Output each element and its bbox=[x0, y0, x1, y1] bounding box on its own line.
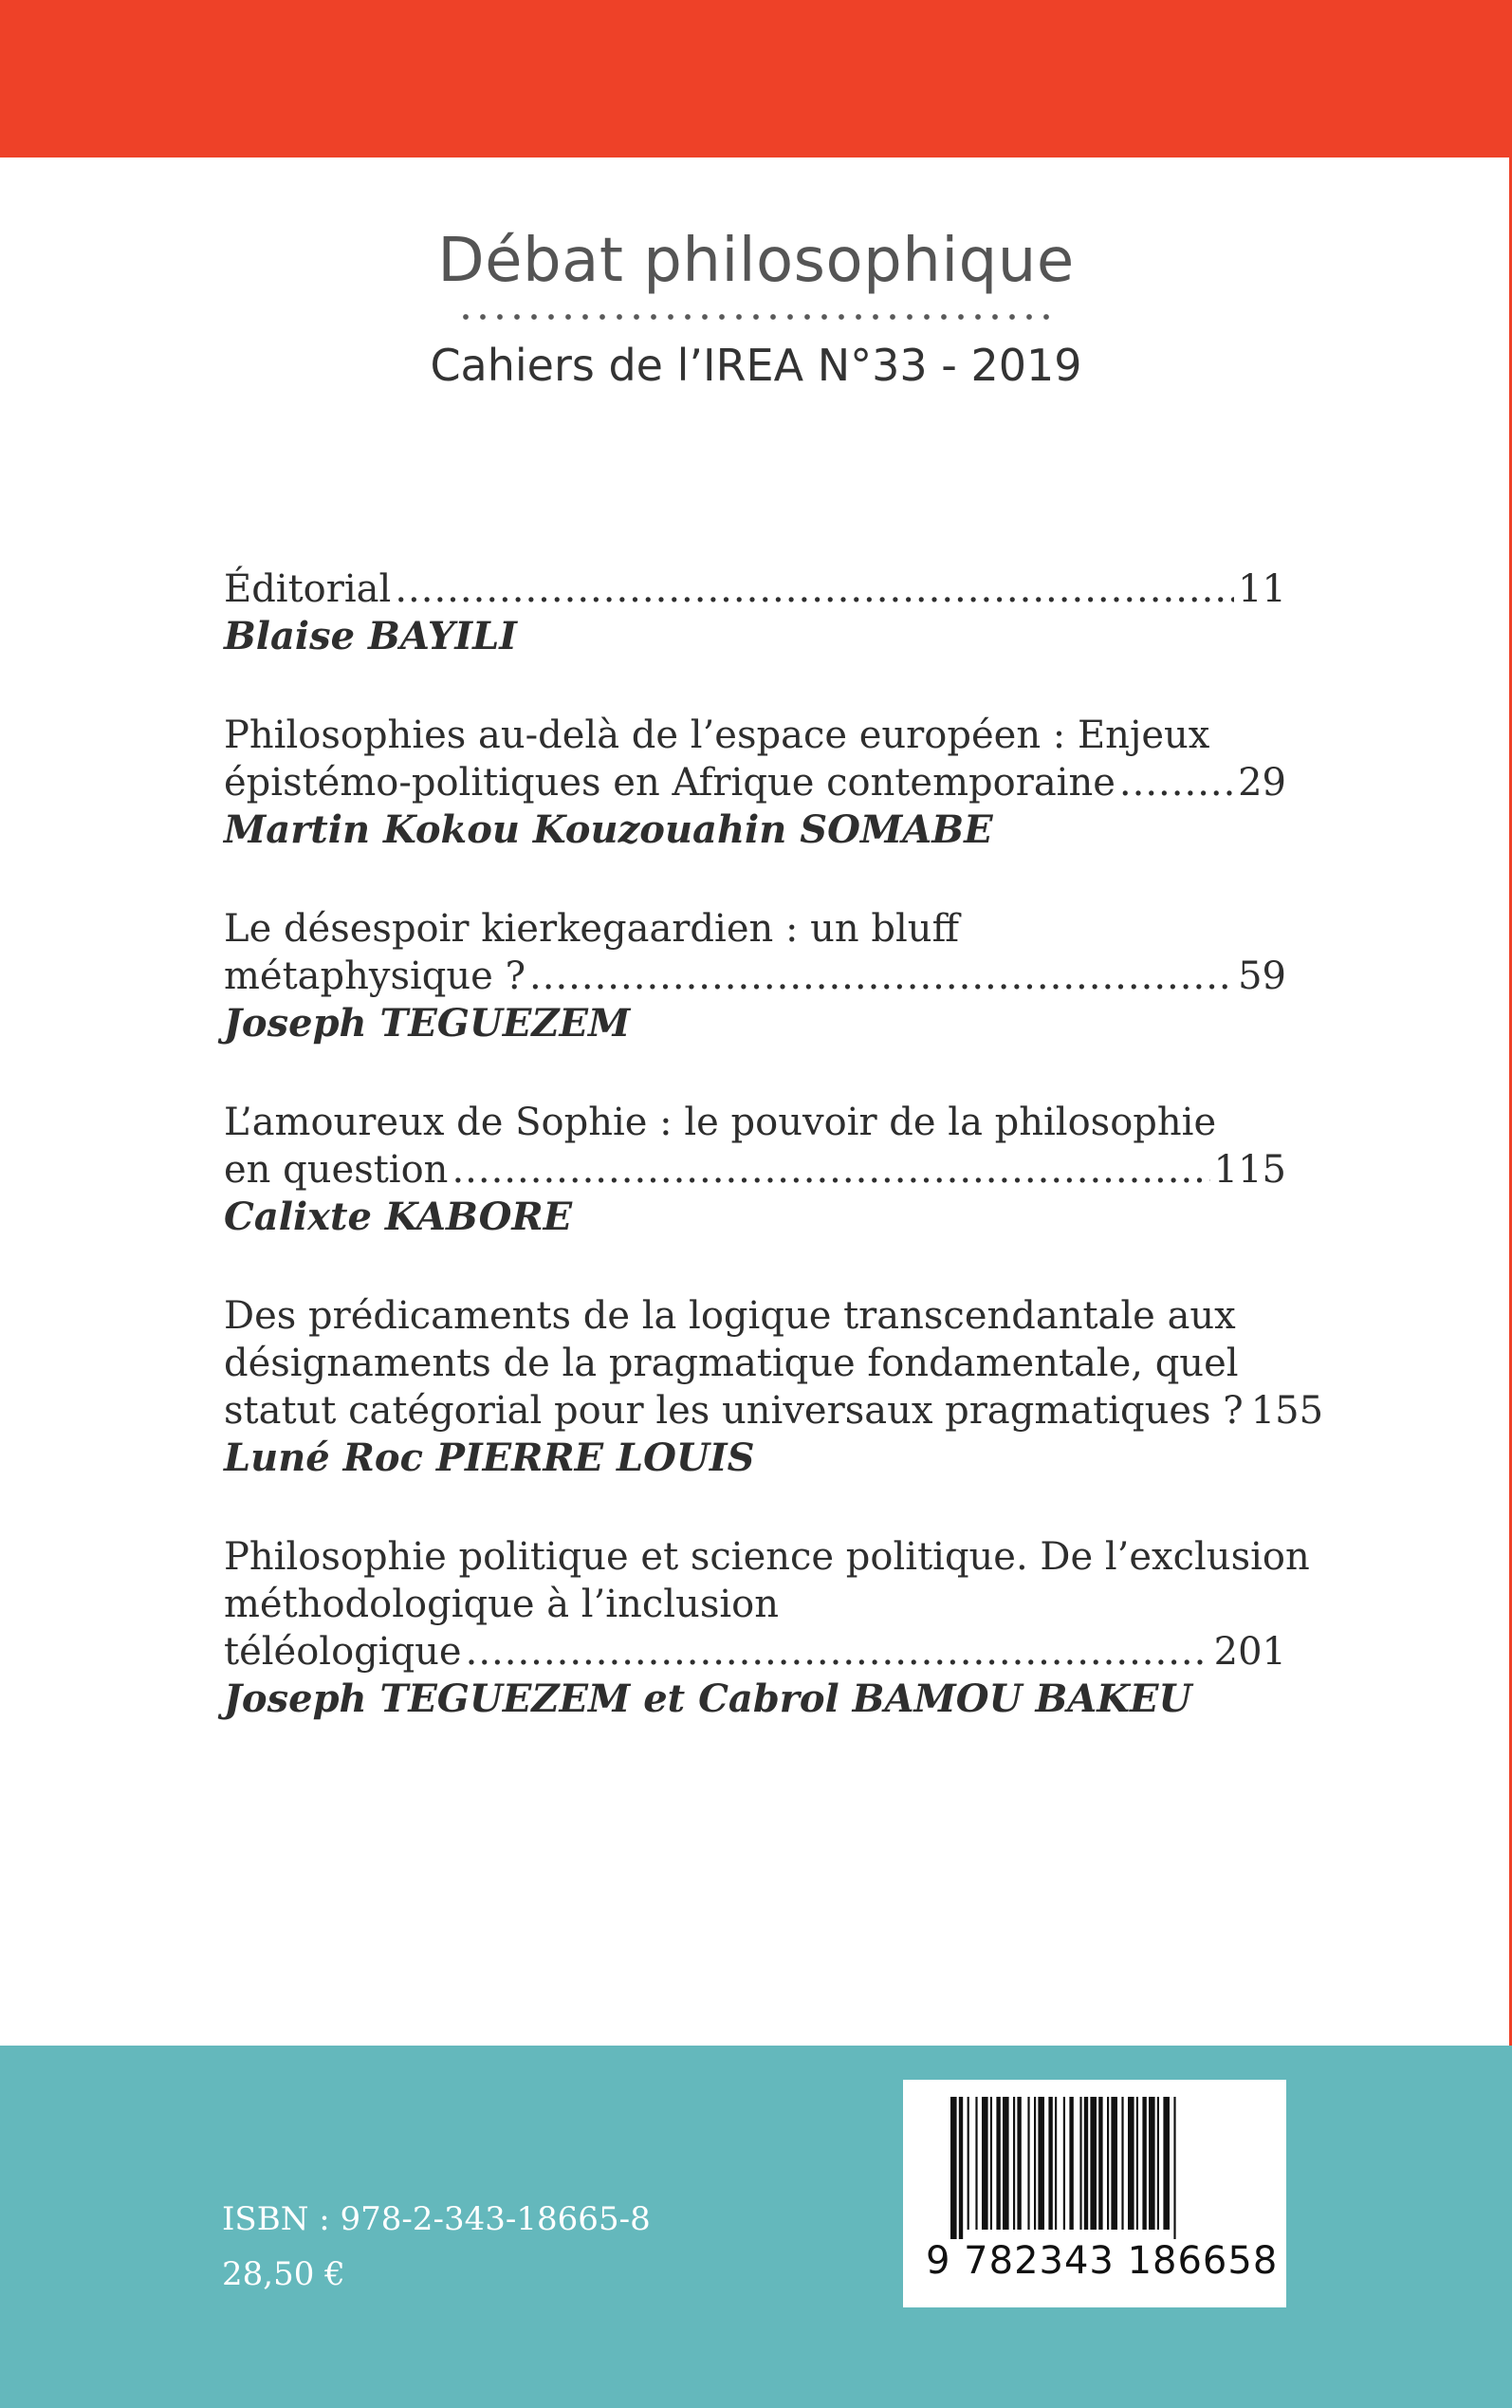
toc-line bbox=[224, 1533, 1310, 1581]
toc-title-text: Le désespoir kierkegaardien : un bluff bbox=[224, 907, 959, 951]
barcode-bar bbox=[1121, 2097, 1123, 2230]
entry-author: Blaise BAYILI bbox=[224, 614, 517, 658]
toc-entry bbox=[224, 712, 1286, 854]
toc-line bbox=[224, 1146, 1286, 1194]
toc-line bbox=[224, 1387, 1324, 1435]
barcode-bar bbox=[982, 2097, 988, 2230]
barcode-bar bbox=[990, 2097, 992, 2230]
barcode-bar bbox=[1098, 2097, 1102, 2230]
barcode-bar bbox=[968, 2097, 969, 2230]
barcode-bar bbox=[1038, 2097, 1044, 2230]
toc-title-text: en question bbox=[224, 1148, 449, 1192]
toc-title-text: L’amoureux de Sophie : le pouvoir de la philosophie bbox=[224, 1101, 1217, 1144]
barcode-bar bbox=[975, 2097, 977, 2230]
toc-title-text: méthodologique à l’inclusion bbox=[224, 1583, 779, 1626]
entry-author: Martin Kokou Kouzouahin SOMABE bbox=[224, 807, 993, 852]
toc-line bbox=[224, 1292, 1286, 1340]
barcode-bar bbox=[1157, 2097, 1159, 2230]
entry-author: Joseph TEGUEZEM et Cabrol BAMOU BAKEU bbox=[224, 1676, 1192, 1721]
toc-title-text: désignaments de la pragmatique fondamentale, quel bbox=[224, 1342, 1239, 1385]
barcode-bar bbox=[1090, 2097, 1097, 2230]
dot-leader bbox=[1119, 759, 1234, 806]
barcode-bar bbox=[996, 2097, 1000, 2230]
toc-line bbox=[224, 759, 1286, 806]
isbn-price-block bbox=[222, 2192, 651, 2302]
isbn-text: ISBN : 978-2-343-18665-8 bbox=[222, 2200, 651, 2238]
table-of-contents bbox=[224, 565, 1324, 1774]
toc-title-text: Philosophies au-delà de l’espace européen : Enjeux bbox=[224, 713, 1210, 757]
price-text: 28,50 € bbox=[222, 2255, 345, 2293]
barcode-bar bbox=[959, 2097, 963, 2239]
toc-title-text: statut catégorial pour les universaux pragmatiques ? bbox=[224, 1389, 1244, 1433]
toc-line bbox=[224, 712, 1286, 759]
entry-author: Luné Roc PIERRE LOUIS bbox=[224, 1436, 755, 1480]
page-number: 59 bbox=[1238, 954, 1286, 998]
toc-line bbox=[224, 1628, 1286, 1676]
barcode-bar bbox=[950, 2097, 957, 2239]
toc-title-text: téléologique bbox=[224, 1630, 462, 1674]
barcode-bar bbox=[1111, 2097, 1117, 2230]
barcode-bar bbox=[1055, 2097, 1057, 2230]
barcode-bar bbox=[1063, 2097, 1065, 2230]
page-number: 115 bbox=[1213, 1148, 1286, 1192]
toc-entry bbox=[224, 1292, 1324, 1482]
barcode-bar bbox=[1017, 2097, 1021, 2230]
cover-header bbox=[0, 228, 1512, 391]
barcode-bar bbox=[1136, 2097, 1138, 2230]
toc-line bbox=[224, 1581, 1286, 1628]
toc-entry bbox=[224, 565, 1286, 660]
barcode-bar bbox=[1149, 2097, 1155, 2230]
toc-title-text: Philosophie politique et science politique. De l’exclusion bbox=[224, 1535, 1310, 1579]
barcode-bar bbox=[1163, 2097, 1170, 2230]
barcode-bar bbox=[1084, 2097, 1088, 2230]
dot-leader bbox=[395, 565, 1234, 613]
dot-leader bbox=[466, 1628, 1210, 1676]
toc-entry bbox=[224, 905, 1286, 1047]
toc-title-text: métaphysique ? bbox=[224, 954, 526, 998]
page-number: 155 bbox=[1250, 1389, 1324, 1433]
barcode-bar bbox=[1107, 2097, 1109, 2230]
barcode-bar bbox=[1173, 2097, 1175, 2239]
barcode-bar bbox=[1142, 2097, 1146, 2230]
barcode-bar bbox=[1069, 2097, 1073, 2230]
barcode-panel bbox=[903, 2080, 1286, 2307]
toc-entry bbox=[224, 1533, 1310, 1723]
issue-subtitle: Cahiers de l’IREA N°33 - 2019 bbox=[430, 340, 1082, 392]
toc-line bbox=[224, 905, 1286, 953]
toc-title-text: Des prédicaments de la logique transcendantale aux bbox=[224, 1294, 1236, 1338]
barcode-bar bbox=[1003, 2097, 1009, 2230]
toc-entry bbox=[224, 1099, 1286, 1241]
toc-line bbox=[224, 1099, 1286, 1146]
toc-title-text: Éditorial bbox=[224, 567, 392, 611]
page-number: 29 bbox=[1238, 761, 1286, 805]
barcode-bar bbox=[1027, 2097, 1029, 2230]
barcode-bar bbox=[1034, 2097, 1036, 2230]
toc-line bbox=[224, 565, 1286, 613]
barcode-image bbox=[950, 2097, 1239, 2239]
dot-leader bbox=[529, 953, 1234, 1000]
toc-title-text: épistémo-politiques en Afrique contemporaine bbox=[224, 761, 1116, 805]
dot-leader bbox=[452, 1146, 1209, 1194]
toc-line bbox=[224, 1340, 1286, 1387]
entry-author: Calixte KABORE bbox=[224, 1195, 573, 1239]
entry-author: Joseph TEGUEZEM bbox=[224, 1001, 631, 1046]
dotted-divider bbox=[452, 311, 1060, 323]
page-number: 201 bbox=[1213, 1630, 1286, 1674]
top-color-band bbox=[0, 0, 1512, 157]
toc-line bbox=[224, 953, 1286, 1000]
barcode-bar bbox=[1013, 2097, 1015, 2230]
page-number: 11 bbox=[1238, 567, 1286, 611]
barcode-digits: 9 782343 186658 bbox=[926, 2239, 1279, 2283]
barcode-bar bbox=[1079, 2097, 1081, 2230]
barcode-bar bbox=[1128, 2097, 1134, 2230]
barcode-bar bbox=[1048, 2097, 1052, 2230]
journal-title: Débat philosophique bbox=[437, 226, 1075, 296]
